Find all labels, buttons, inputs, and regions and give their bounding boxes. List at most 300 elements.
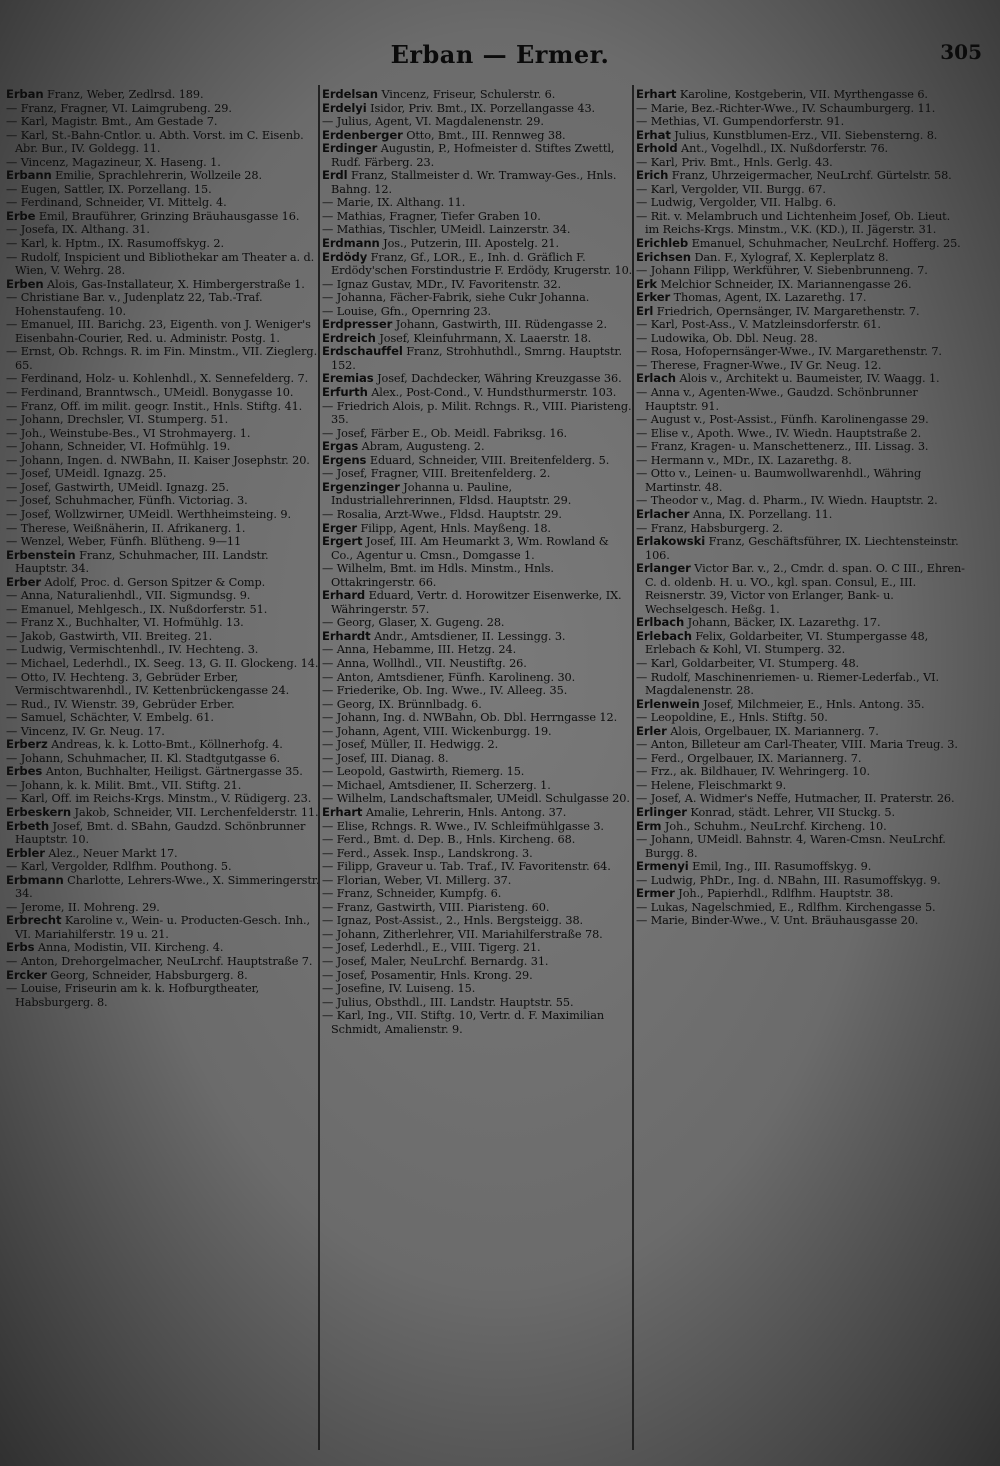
entry-text: — Karl, Ing., VII. Stiftg. 10, Vertr. d. F. Maximilian Schmidt, Amalienstr. 9.: [322, 1009, 605, 1036]
directory-entry: [636, 901, 966, 915]
entry-text: — Elise, Rchngs. R. Wwe., IV. Schleifmühlgasse 3.: [322, 819, 604, 833]
entry-text: — Josef, Müller, II. Hedwigg. 2.: [322, 738, 499, 752]
directory-entry: [322, 305, 634, 319]
entry-surname: Ergens: [322, 452, 367, 467]
directory-entry: [322, 278, 634, 292]
entry-text: — Josef, III. Dianag. 8.: [322, 751, 449, 765]
entry-text: Franz, Schuhmacher, III. Landstr. Hauptstr. 34.: [15, 548, 269, 576]
entry-text: — Franz, Off. im milit. geogr. Instit., Hnls. Stiftg. 41.: [6, 399, 303, 413]
entry-text: Franz, Weber, Zedlrsd. 189.: [43, 88, 204, 101]
entry-text: — Johann, Ing. d. NWBahn, Ob. Dbl. Herrngasse 12.: [322, 711, 618, 725]
directory-entry: [6, 400, 322, 414]
directory-entry: [6, 494, 322, 508]
entry-text: — Ludowika, Ob. Dbl. Neug. 28.: [636, 331, 818, 345]
directory-entry: [6, 467, 322, 481]
directory-entry: [322, 874, 634, 888]
entry-text: Franz, Gf., LOR., E., Inh. d. Gräflich F. Erdödy'schen Forstindustrie F. Erdödy, Krugerstr. 10.: [331, 250, 633, 278]
directory-entry: [6, 847, 322, 861]
entry-text: — Otto v., Leinen- u. Baumwollwarenhdl., Währing Martinstr. 48.: [636, 467, 922, 494]
entry-text: — Friedrich Alois, p. Milit. Rchngs. R., VIII. Piaristeng. 35.: [322, 399, 632, 427]
directory-entry: [6, 711, 322, 725]
directory-entry: [322, 102, 634, 116]
entry-text: — Franz, Schneider, Kumpfg. 6.: [322, 887, 502, 901]
entry-text: Konrad, städt. Lehrer, VII Stuckg. 5.: [686, 805, 895, 819]
entry-text: Emil, Ing., III. Rasumoffskyg. 9.: [688, 860, 872, 874]
entry-text: — Helene, Fleischmarkt 9.: [636, 778, 787, 792]
directory-entry: [322, 901, 634, 915]
entry-surname: Erhardt: [322, 628, 371, 643]
directory-entry: [6, 982, 322, 1009]
directory-entry: [6, 820, 322, 847]
directory-entry: [636, 454, 966, 468]
directory-entry: [636, 725, 966, 739]
directory-entry: [636, 102, 966, 116]
entry-text: Franz, Geschäftsführer, IX. Liechtensteinstr. 106.: [645, 535, 959, 562]
entry-text: — Ernst, Ob. Rchngs. R. im Fin. Minstm., VII. Zieglerg. 65.: [6, 345, 318, 372]
entry-text: — Johann Filipp, Werkführer, V. Siebenbrunneng. 7.: [636, 264, 928, 278]
running-title: Erban — Ermer.: [390, 40, 610, 69]
directory-entry: [6, 102, 322, 116]
entry-text: — Therese, Weißnäherin, II. Afrikanerg. 1.: [6, 521, 246, 535]
entry-text: — Mathias, Fragner, Tiefer Graben 10.: [322, 209, 541, 223]
directory-entry: [636, 698, 966, 712]
directory-entry: [636, 806, 966, 820]
entry-text: Georg, Schneider, Habsburgerg. 8.: [46, 968, 248, 982]
entry-surname: Erdpresser: [322, 317, 393, 332]
entry-text: Emanuel, Schuhmacher, NeuLrchf. Hofferg. 25.: [688, 237, 961, 251]
entry-surname: Erdschauffel: [322, 344, 403, 359]
directory-entry: [6, 386, 322, 400]
directory-entry: [6, 291, 322, 318]
entry-text: — Eugen, Sattler, IX. Porzellang. 15.: [6, 182, 212, 196]
directory-entry: [322, 508, 634, 522]
entry-text: Victor Bar. v., 2., Cmdr. d. span. O. C III., Ehren-C. d. oldenb. H. u. VO., kgl. span. Consul, E., III. Reisnerstr. 39, Victor von Erlanger, Bank- u. Wechselgesch. Heßg. 1.: [645, 562, 965, 616]
entry-text: — Johann, Drechsler, VI. Stumperg. 51.: [6, 413, 229, 427]
entry-text: — Frz., ak. Bildhauer, IV. Wehringerg. 10.: [636, 765, 870, 779]
entry-surname: Erlakowski: [636, 534, 706, 549]
entry-surname: Erlacher: [636, 506, 690, 521]
entry-text: — Josef, Wollzwirner, UMeidl. Werthheimsteing. 9.: [6, 507, 291, 521]
entry-text: Joh., Schuhm., NeuLrchf. Kircheng. 10.: [661, 819, 887, 833]
entry-surname: Erdödy: [322, 249, 368, 264]
directory-entry: [322, 738, 634, 752]
entry-text: — Louise, Gfn., Opernring 23.: [322, 304, 492, 318]
entry-surname: Erker: [636, 290, 671, 305]
entry-text: — Samuel, Schächter, V. Embelg. 61.: [6, 711, 214, 725]
entry-text: — Jakob, Gastwirth, VII. Breiteg. 21.: [6, 629, 213, 643]
entry-text: Eduard, Schneider, VIII. Breitenfelderg. 5.: [366, 453, 610, 467]
directory-entry: [6, 752, 322, 766]
entry-surname: Erlenwein: [636, 696, 700, 711]
entry-text: — Josef, Maler, NeuLrchf. Bernardg. 31.: [322, 955, 549, 968]
directory-entry: [636, 671, 966, 698]
entry-text: — Leopoldine, E., Hnls. Stiftg. 50.: [636, 711, 828, 725]
directory-entry: [6, 196, 322, 210]
directory-entry: [322, 684, 634, 698]
entry-surname: Erichsen: [636, 249, 691, 264]
entry-text: Alois v., Architekt u. Baumeister, IV. Waagg. 1.: [675, 372, 940, 386]
entry-text: Friedrich, Opernsänger, IV. Margarethenstr. 7.: [653, 304, 920, 318]
entry-text: — Karl, Vergolder, Rdlfhm. Pouthong. 5.: [6, 860, 232, 874]
entry-surname: Ermenyi: [636, 859, 689, 874]
entry-text: Joh., Papierhdl., Rdlfhm. Hauptstr. 38.: [674, 887, 894, 901]
entry-text: — Josef, A. Widmer's Neffe, Hutmacher, II. Praterstr. 26.: [636, 792, 955, 806]
entry-text: Eduard, Vertr. d. Horowitzer Eisenwerke, IX. Währingerstr. 57.: [331, 589, 622, 616]
entry-text: Franz, Strohhuthdl., Smrng. Hauptstr. 152.: [331, 345, 622, 372]
directory-entry: [322, 982, 634, 996]
directory-entry: [322, 142, 634, 169]
directory-entry: [322, 481, 634, 508]
directory-entry: [322, 454, 634, 468]
directory-entry: [322, 400, 634, 427]
directory-entry: [6, 576, 322, 590]
directory-entry: [636, 332, 966, 346]
entry-text: — Vincenz, Magazineur, X. Haseng. 1.: [6, 155, 221, 169]
directory-entry: [636, 427, 966, 441]
entry-text: Adolf, Proc. d. Gerson Spitzer & Comp.: [41, 575, 266, 589]
directory-entry: [636, 711, 966, 725]
directory-entry: [636, 251, 966, 265]
entry-text: Josef, III. Am Heumarkt 3, Wm. Rowland & Co., Agentur u. Cmsn., Domgasse 1.: [331, 535, 609, 562]
directory-entry: [322, 860, 634, 874]
directory-entry: [6, 183, 322, 197]
directory-entry: [322, 372, 634, 386]
directory-entry: [636, 291, 966, 305]
directory-entry: [636, 278, 966, 292]
entry-text: Josef, Milchmeier, E., Hnls. Antong. 35.: [699, 697, 925, 711]
entry-text: Dan. F., Xylograf, X. Keplerplatz 8.: [690, 250, 889, 264]
column-1: [6, 88, 322, 1448]
entry-text: — Josef, UMeidl. Ignazg. 25.: [6, 467, 167, 481]
entry-text: — Josefine, IV. Luiseng. 15.: [322, 982, 476, 996]
entry-text: — Wilhelm, Landschaftsmaler, UMeidl. Schulgasse 20.: [322, 792, 630, 806]
entry-text: Andr., Amtsdiener, II. Lessingg. 3.: [370, 629, 566, 643]
entry-surname: Erban: [6, 88, 44, 101]
directory-entry: [636, 914, 966, 928]
directory-entry: [322, 386, 634, 400]
directory-entry: [6, 589, 322, 603]
directory-entry: [322, 671, 634, 685]
entry-text: — Johann, Zitherlehrer, VII. Mariahilferstraße 78.: [322, 927, 603, 941]
directory-entry: [6, 874, 322, 901]
directory-entry: [6, 156, 322, 170]
directory-entry: [322, 440, 634, 454]
entry-text: — Michael, Lederhdl., IX. Seeg. 13, G. II. Glockeng. 14.: [6, 656, 319, 670]
entry-surname: Erdinger: [322, 141, 378, 156]
entry-text: — Rosa, Hofopernsänger-Wwe., IV. Margarethenstr. 7.: [636, 345, 942, 359]
directory-entry: [636, 237, 966, 251]
page-header: [0, 28, 1000, 78]
entry-text: — Anton, Amtsdiener, Fünfh. Karolineng. 30.: [322, 670, 576, 684]
directory-entry: [6, 522, 322, 536]
entry-text: — Johann, UMeidl. Bahnstr. 4, Waren-Cmsn. NeuLrchf. Burgg. 8.: [636, 833, 946, 860]
directory-entry: [636, 129, 966, 143]
directory-entry: [636, 792, 966, 806]
directory-entry: [636, 860, 966, 874]
entry-text: — Josef, Gastwirth, UMeidl. Ignazg. 25.: [6, 480, 229, 494]
entry-surname: Erdelyi: [322, 100, 367, 115]
entry-surname: Erbs: [6, 940, 35, 955]
entry-text: — Elise v., Apoth. Wwe., IV. Wiedn. Hauptstraße 2.: [636, 426, 922, 440]
directory-entry: [322, 196, 634, 210]
entry-surname: Erdelsan: [322, 88, 378, 101]
entry-text: — Marie, IX. Althang. 11.: [322, 196, 466, 210]
directory-entry: [322, 792, 634, 806]
directory-entry: [322, 562, 634, 589]
entry-text: Josef, Bmt. d. SBahn, Gaudzd. Schönbrunner Hauptstr. 10.: [15, 819, 306, 847]
directory-entry: [322, 589, 634, 616]
entry-surname: Erlbach: [636, 615, 685, 630]
entry-text: — Josef, Schuhmacher, Fünfh. Victoriag. 3.: [6, 494, 248, 508]
entry-text: — Leopold, Gastwirth, Riemerg. 15.: [322, 765, 525, 779]
entry-surname: Erlebach: [636, 628, 692, 643]
directory-entry: [636, 752, 966, 766]
entry-text: — Rit. v. Melambruch und Lichtenheim Josef, Ob. Lieut. im Reichs-Krgs. Minstm., V.K. (KD.), II. Jägerstr. 31.: [636, 209, 951, 237]
entry-surname: Erichleb: [636, 236, 689, 251]
entry-surname: Erben: [6, 276, 44, 291]
directory-entry: [6, 115, 322, 129]
directory-entry: [636, 196, 966, 210]
directory-entry: [6, 481, 322, 495]
directory-entry: [322, 698, 634, 712]
entry-text: — Rudolf, Maschinenriemen- u. Riemer-Lederfab., VI. Magdalenenstr. 28.: [636, 670, 940, 698]
entry-text: — Rosalia, Arzt-Wwe., Fldsd. Hauptstr. 29.: [322, 507, 562, 521]
entry-surname: Erbes: [6, 764, 43, 779]
entry-text: — Julius, Agent, VI. Magdalenenstr. 29.: [322, 115, 544, 129]
entry-text: — Karl, Vergolder, VII. Burgg. 67.: [636, 182, 826, 196]
entry-text: — Ferdinand, Branntwsch., UMeidl. Bonygasse 10.: [6, 386, 294, 400]
directory-entry: [636, 142, 966, 156]
column-3: [636, 88, 966, 1448]
directory-entry: [636, 264, 966, 278]
entry-text: Anna, Modistin, VII. Kircheng. 4.: [34, 941, 224, 955]
directory-entry: [636, 467, 966, 494]
directory-entry: [6, 792, 322, 806]
directory-entry: [322, 115, 634, 129]
entry-text: — Josefa, IX. Althang. 31.: [6, 223, 150, 237]
entry-text: — Georg, IX. Brünnlbadg. 6.: [322, 697, 482, 711]
entry-text: Augustin, P., Hofmeister d. Stiftes Zwettl, Rudf. Färberg. 23.: [331, 142, 615, 169]
entry-text: Alex., Post-Cond., V. Hundsthurmerstr. 103.: [367, 386, 617, 400]
directory-entry: [636, 386, 966, 413]
directory-entry: [6, 657, 322, 671]
entry-text: — Karl, St.-Bahn-Cntlor. u. Abth. Vorst. im C. Eisenb. Abr. Bur., IV. Goldegg. 11.: [6, 128, 304, 156]
entry-surname: Ergas: [322, 439, 359, 454]
directory-entry: [322, 318, 634, 332]
directory-entry: [6, 318, 322, 345]
directory-entry: [322, 237, 634, 251]
directory-entry: [636, 820, 966, 834]
column-2: [322, 88, 634, 1448]
directory-entry: [636, 765, 966, 779]
directory-entry: [322, 643, 634, 657]
entry-text: — August v., Post-Assist., Fünfh. Karolinengasse 29.: [636, 413, 929, 427]
entry-text: — Anna, Naturalienhdl., VII. Sigmundsg. 9.: [6, 589, 251, 603]
directory-entry: [6, 223, 322, 237]
entry-text: — Mathias, Tischler, UMeidl. Lainzerstr. 34.: [322, 223, 571, 237]
entry-text: — Joh., Weinstube-Bes., VI Strohmayerg. 1.: [6, 426, 251, 440]
entry-text: Johanna u. Pauline, Industriallehrerinnen, Fldsd. Hauptstr. 29.: [331, 480, 572, 508]
entry-text: — Otto, IV. Hechteng. 3, Gebrüder Erber, Vermischtwarenhdl., IV. Kettenbrückengasse 24.: [6, 670, 290, 698]
entry-surname: Erhart: [322, 804, 363, 819]
entry-text: Jos., Putzerin, III. Apostelg. 21.: [379, 237, 559, 251]
directory-entry: [6, 955, 322, 969]
entry-text: — Josef, Fragner, VIII. Breitenfelderg. 2.: [322, 467, 551, 481]
entry-text: Josef, Kleinfuhrmann, X. Laaerstr. 18.: [375, 331, 592, 345]
directory-entry: [322, 345, 634, 372]
directory-entry: [636, 779, 966, 793]
entry-text: — Rud., IV. Wienstr. 39, Gebrüder Erber.: [6, 697, 235, 711]
directory-entry: [636, 318, 966, 332]
directory-entry: [636, 508, 966, 522]
entry-text: — Karl, Goldarbeiter, VI. Stumperg. 48.: [636, 656, 860, 670]
directory-entry: [322, 765, 634, 779]
entry-text: — Johanna, Fächer-Fabrik, siehe Cukr Johanna.: [322, 291, 590, 305]
directory-entry: [322, 928, 634, 942]
directory-entry: [636, 887, 966, 901]
directory-entry: [636, 359, 966, 373]
entry-text: — Karl, Post-Ass., V. Matzleinsdorferstr. 61.: [636, 318, 881, 332]
directory-entry: [636, 169, 966, 183]
entry-surname: Erlach: [636, 371, 676, 386]
entry-text: — Anna, Hebamme, III. Hetzg. 24.: [322, 643, 517, 657]
entry-text: Jakob, Schneider, VII. Lerchenfelderstr. 11.: [71, 805, 319, 819]
entry-text: Karoline v., Wein- u. Producten-Gesch. Inh., VI. Mariahilferstr. 19 u. 21.: [15, 914, 311, 941]
entry-text: — Ferd., Orgelbauer, IX. Mariannerg. 7.: [636, 751, 862, 765]
directory-entry: [322, 955, 634, 969]
directory-entry: [6, 535, 322, 549]
entry-text: Otto, Bmt., III. Rennweg 38.: [402, 128, 566, 142]
directory-entry: [6, 549, 322, 576]
directory-entry: [6, 941, 322, 955]
entry-surname: Ercker: [6, 967, 47, 982]
entry-surname: Erbenstein: [6, 547, 76, 562]
entry-text: — Emanuel, III. Barichg. 23, Eigenth. von J. Weniger's Eisenbahn-Courier, Red. u. Administr. Postg. 1.: [6, 318, 311, 345]
entry-text: — Marie, Binder-Wwe., V. Unt. Bräuhausgasse 20.: [636, 914, 919, 928]
directory-entry: [636, 522, 966, 536]
entry-text: Anton, Buchhalter, Heiligst. Gärtnergasse 35.: [42, 765, 303, 779]
directory-entry: [322, 522, 634, 536]
entry-text: — Ferd., Assek. Insp., Landskrong. 3.: [322, 846, 533, 860]
entry-text: Johann, Gastwirth, III. Rüdengasse 2.: [392, 318, 608, 332]
entry-text: Josef, Dachdecker, Währing Kreuzgasse 36.: [373, 372, 622, 386]
entry-text: Emilie, Sprachlehrerin, Wollzeile 28.: [51, 169, 262, 183]
entry-text: — Louise, Friseurin am k. k. Hofburgtheater, Habsburgerg. 8.: [6, 982, 260, 1009]
entry-text: — Anna, Wollhdl., VII. Neustiftg. 26.: [322, 656, 527, 670]
directory-entry: [6, 630, 322, 644]
entry-text: Karoline, Kostgeberin, VII. Myrthengasse 6.: [676, 88, 928, 101]
entry-text: — Ignaz Gustav, MDr., IV. Favoritenstr. 32.: [322, 277, 561, 291]
entry-text: — Marie, Bez.-Richter-Wwe., IV. Schaumburgerg. 11.: [636, 101, 936, 115]
entry-text: Andreas, k. k. Lotto-Bmt., Köllnerhofg. 4.: [47, 738, 283, 752]
directory-entry: [6, 454, 322, 468]
directory-entry: [636, 156, 966, 170]
directory-entry: [322, 779, 634, 793]
directory-entry: [6, 603, 322, 617]
directory-entry: [322, 129, 634, 143]
directory-entry: [6, 129, 322, 156]
entry-text: Alois, Gas-Installateur, X. Himbergerstraße 1.: [43, 277, 305, 291]
entry-text: — Karl, k. Hptm., IX. Rasumoffskyg. 2.: [6, 237, 224, 251]
directory-entry: [322, 223, 634, 237]
directory-entry: [322, 210, 634, 224]
entry-surname: Erk: [636, 276, 658, 291]
directory-entry: [322, 251, 634, 278]
directory-entry: [322, 169, 634, 196]
entry-surname: Erlinger: [636, 804, 687, 819]
entry-text: — Franz, Fragner, VI. Laimgrubeng. 29.: [6, 101, 232, 115]
entry-text: Vincenz, Friseur, Schulerstr. 6.: [377, 88, 556, 101]
entry-text: — Johann, Ingen. d. NWBahn, II. Kaiser Josephstr. 20.: [6, 453, 310, 467]
entry-text: Thomas, Agent, IX. Lazarethg. 17.: [670, 291, 867, 305]
directory-entry: [322, 847, 634, 861]
entry-text: — Vincenz, IV. Gr. Neug. 17.: [6, 724, 165, 738]
directory-entry: [636, 657, 966, 671]
directory-entry: [6, 914, 322, 941]
directory-entry: [322, 630, 634, 644]
entry-text: — Julius, Obsthdl., III. Landstr. Hauptstr. 55.: [322, 995, 574, 1009]
entry-surname: Erfurth: [322, 385, 368, 400]
entry-surname: Erdreich: [322, 330, 376, 345]
entry-text: — Josef, Lederhdl., E., VIII. Tigerg. 21.: [322, 941, 541, 955]
directory-entry: [6, 427, 322, 441]
entry-text: Ant., Vogelhdl., IX. Nußdorferstr. 76.: [677, 142, 889, 156]
directory-entry: [6, 779, 322, 793]
directory-entry: [636, 115, 966, 129]
entry-text: Franz, Stallmeister d. Wr. Tramway-Ges., Hnls. Bahng. 12.: [331, 169, 617, 196]
directory-entry: [322, 914, 634, 928]
entry-text: — Franz, Gastwirth, VIII. Piaristeng. 60.: [322, 900, 550, 914]
entry-text: — Johann, Schuhmacher, II. Kl. Stadtgutgasse 6.: [6, 751, 281, 765]
directory-entry: [322, 806, 634, 820]
entry-surname: Erhold: [636, 141, 678, 156]
directory-entry: [636, 494, 966, 508]
entry-text: — Hermann v., MDr., IX. Lazarethg. 8.: [636, 453, 852, 467]
entry-text: — Johann, Agent, VIII. Wickenburgg. 19.: [322, 724, 552, 738]
directory-entry: [6, 901, 322, 915]
entry-surname: Erber: [6, 574, 42, 589]
entry-text: — Jerome, II. Mohreng. 29.: [6, 900, 160, 914]
directory-entry: [636, 535, 966, 562]
directory-entry: [636, 88, 966, 102]
entry-text: — Karl, Magistr. Bmt., Am Gestade 7.: [6, 115, 218, 129]
directory-entry: [636, 183, 966, 197]
entry-surname: Erberz: [6, 737, 48, 752]
directory-entry: [6, 251, 322, 278]
directory-entry: [636, 630, 966, 657]
entry-text: Franz, Uhrzeigermacher, NeuLrchf. Gürtelstr. 58.: [668, 169, 952, 183]
directory-entry: [636, 616, 966, 630]
entry-text: — Theodor v., Mag. d. Pharm., IV. Wiedn. Hauptstr. 2.: [636, 494, 938, 508]
entry-surname: Erm: [636, 818, 662, 833]
entry-surname: Eremias: [322, 371, 374, 386]
directory-entry: [636, 562, 966, 616]
entry-surname: Erdl: [322, 168, 348, 183]
directory-entry: [6, 643, 322, 657]
entry-text: — Wilhelm, Bmt. im Hdls. Minstm., Hnls. Ottakringerstr. 66.: [322, 562, 554, 589]
entry-surname: Erhart: [636, 88, 677, 101]
entry-surname: Erl: [636, 303, 654, 318]
entry-surname: Erbeskern: [6, 804, 72, 819]
directory-entry: [636, 210, 966, 237]
directory-entry: [6, 698, 322, 712]
entry-text: — Rudolf, Inspicient und Bibliothekar am Theater a. d. Wien, V. Wehrg. 28.: [6, 250, 315, 278]
entry-text: — Michael, Amtsdiener, II. Scherzerg. 1.: [322, 778, 551, 792]
directory-entry: [6, 413, 322, 427]
entry-text: — Ferdinand, Holz- u. Kohlenhdl., X. Sennefelderg. 7.: [6, 372, 309, 386]
entry-text: — Ludwig, PhDr., Ing. d. NBahn, III. Rasumoffskyg. 9.: [636, 873, 941, 887]
entry-surname: Ergert: [322, 534, 363, 549]
